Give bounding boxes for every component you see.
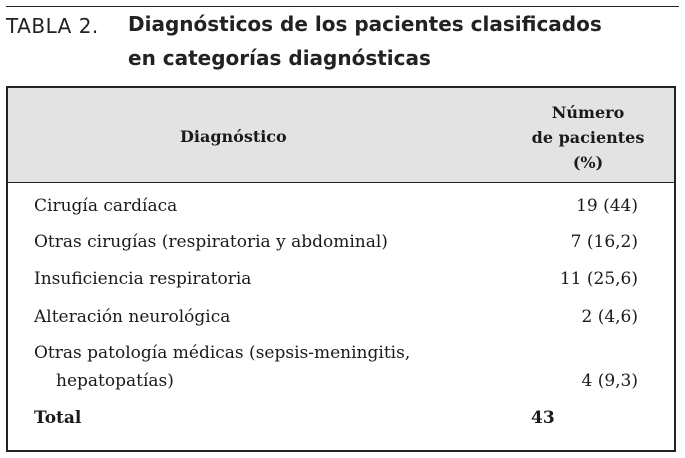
header-diagnosis: Diagnóstico	[180, 127, 287, 146]
row-diagnosis: Otras cirugías (respiratoria y abdominal)	[34, 232, 388, 252]
row-diagnosis: Insuficiencia respiratoria	[34, 269, 252, 289]
row-diagnosis-line-1: Otras patología médicas (sepsis-meningitis,	[34, 343, 411, 363]
row-diagnosis: Cirugía cardíaca	[34, 196, 178, 216]
header-patient-count	[503, 100, 673, 175]
header-count-line-3: (%)	[572, 153, 604, 172]
header-count-line-1: Número	[551, 103, 625, 122]
top-rule	[6, 6, 679, 7]
caption-title-line-2: en categorías diagnósticas	[128, 46, 431, 70]
row-count: 7 (16,2)	[570, 232, 638, 252]
row-count: 4 (9,3)	[581, 371, 638, 391]
caption-title-line-1: Diagnósticos de los pacientes clasificados	[128, 12, 602, 36]
table-header	[8, 88, 674, 183]
row-diagnosis: Alteración neurológica	[34, 307, 231, 327]
diagnosis-table	[6, 86, 676, 452]
total-label: Total	[34, 408, 82, 428]
row-count: 11 (25,6)	[559, 269, 638, 289]
table-label: TABLA 2.	[6, 14, 99, 38]
header-count-line-2: de pacientes	[531, 128, 645, 147]
total-count: 43	[531, 408, 555, 428]
row-count: 2 (4,6)	[581, 307, 638, 327]
row-diagnosis-line-2: hepatopatías)	[56, 371, 174, 391]
row-count: 19 (44)	[576, 196, 638, 216]
